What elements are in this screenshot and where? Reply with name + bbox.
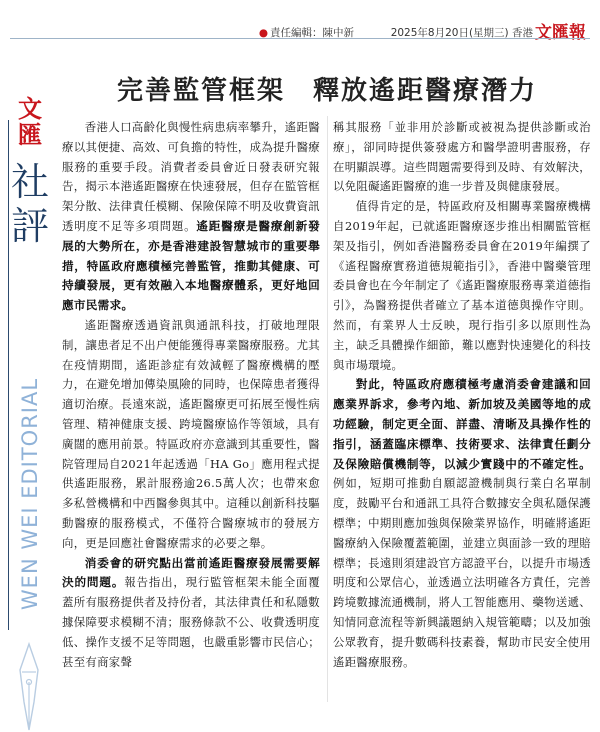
fountain-pen-icon [14,642,44,732]
bullet-icon: ● [258,27,268,39]
paragraph-2: 遙距醫療透過資訊與通訊科技，打破地理限制，讓患者足不出户便能獲得專業醫療服務。尤其在疫情期間，遙距診症有效減輕了醫療機構的壓力，在避免增加傳染風險的同時，也保障患者獲得適切治療。長遠來説，遙距醫療更可拓展至慢性病管理、精神健康支援、跨境醫療協作等領域，具有廣闊的應用前景。特區政府亦意識到其重要性，醫院管理局自2021年起透過「HA Go」應用程式提供遙距服務，累計服務逾26.5萬人次；也帶來愈多私營機構和中西醫參與其中。這種以創新科技驅動醫療的服務模式，不僅符合醫療城市的發展方向，更是回應社會醫療需求的必要之舉。 [62,317,320,550]
article-column-1 [62,118,320,672]
english-label-text: WEN WEI EDITORIAL [18,377,42,611]
paragraph-text: 報告指出，現行監管框架未能全面覆蓋所有服務提供者及持份者，其法律責任和私隱數據保障要求模糊不清；服務條款不公、收費透明度低、操作支援不足等問題，也嚴重影響市民信心；甚至有商家聲 [62,575,320,669]
section-label: 社評 [10,160,49,248]
column-divider [327,116,328,702]
page-header [0,0,600,42]
paragraph-1 [62,118,320,316]
paragraph-bold-text: 遙距醫療是醫療創新發展的大勢所在，亦是香港建設智慧城市的重要舉措，特區政府應積極完善監管，推動其健康、可持續發展，更有效融入本地醫療體系，更好地回應市民需求。 [62,218,320,313]
paragraph-bold-text: 對此，特區政府應積極考慮消委會建議和回應業界訴求，參考內地、新加坡及美國等地的成功經驗，制定更全面、詳盡、清晰及具操作性的指引，涵蓋臨床標準、技術要求、法律責任劃分及保險賠償機制等，以減少實踐中的不確定性。 [333,377,591,471]
paragraph-bold-text: 消委會的研究點出當前遙距醫療發展需要解決的問題。 [62,555,320,590]
brand-label: 文匯 [18,94,42,149]
article-column-2 [333,118,591,672]
paragraph-3 [62,554,320,673]
editorial-sidebar [0,42,54,702]
editor-credit: 責任編輯：陳中新 [270,27,354,39]
paragraph-3-continued: 稱其服務「並非用於診斷或被視為提供診斷或治療」，卻同時提供簽發處方和醫學證明書服務，存在明顯誤導。這些問題需要得到及時、有效解決，以免阻礙遙距醫療的進一步普及與健康發展。 [333,120,591,194]
header-divider [10,38,590,39]
english-section-label [10,362,50,632]
header-info [259,18,586,43]
paragraph-text: 香港人口高齡化與慢性病患病率攀升，遙距醫療以其便捷、高效、可負擔的特性，成為提升醫療服務的重要手段。消費者委員會近日發表研究報告，揭示本港遙距醫療在快速發展，但存在監管框架分散、法律責任模糊、保險保障不明及收費資訊透明度不足等多項問題。 [62,120,320,233]
publication-date: 2025年8月20日(星期三) [390,27,509,39]
masthead-logo: 文匯報 [535,23,586,43]
article-title: 完善監管框架 釋放遙距醫療潛力 [116,76,537,106]
paragraph-text: 例如，短期可推動自願認證機制與行業白名單制度，鼓勵平台和通訊工具符合數據安全與私隱保護標準；中期則應加強與保險業界協作，明確將遙距醫療納入保險覆蓋範圍，並建立與面診一致的理賠標準；長遠則須建設官方認證平台，以提升市場透明度和公眾信心，並透過立法明確各方責任，完善跨境數據流通機制，將人工智能應用、藥物送遞、知情同意流程等新興議題納入規管範疇；以及加強公眾教育，提升數碼科技素養，幫助市民安全使用遙距醫療服務。 [333,476,591,669]
paragraph-4: 值得肯定的是，特區政府及相關專業醫療機構自2019年起，已就遙距醫療逐步推出相關監管框架及指引，例如香港醫務委員會在2019年編撰了《遙程醫療實務道德規範指引》，香港中醫藥管理委員會也在今年制定了《遙距醫療服務專業道德指引》，為醫務提供者確立了基本道德與操作守則。然而，有業界人士反映，現行指引多以原則性為主，缺乏具體操作細節，難以應對快速變化的科技與市場環境。 [333,199,591,372]
region-label: 香港 [512,27,533,39]
paragraph-5 [333,375,591,672]
sidebar-rule [8,120,9,630]
